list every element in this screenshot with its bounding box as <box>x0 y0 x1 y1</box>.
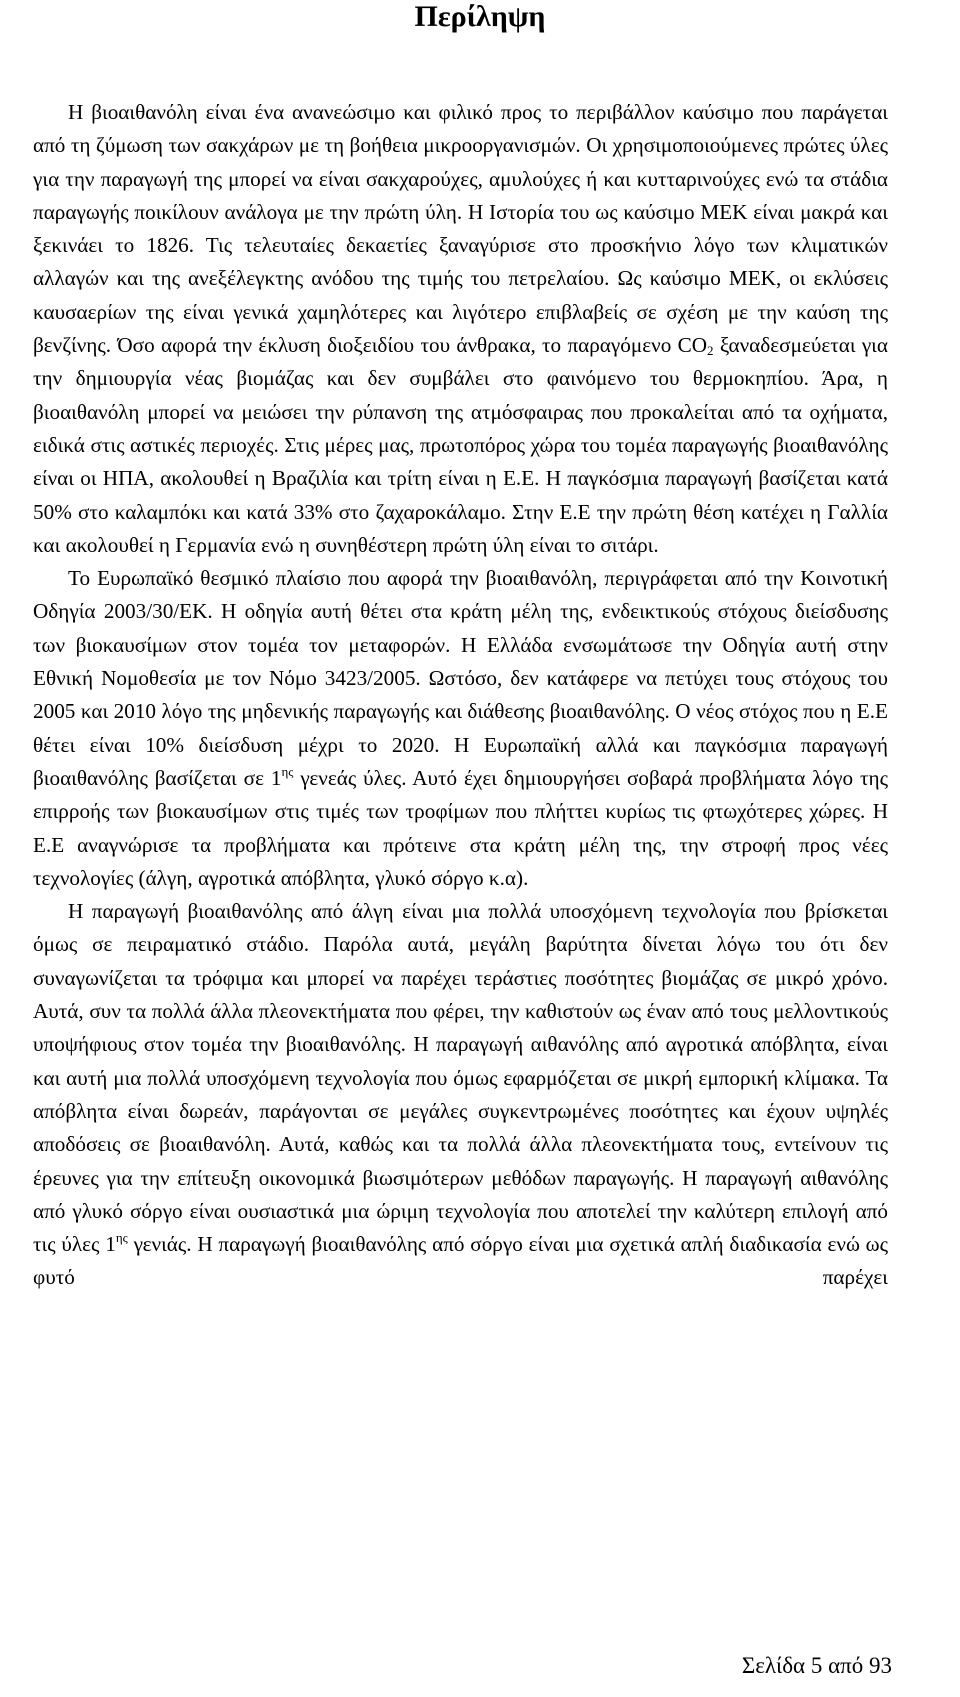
paragraph-intro <box>33 96 888 562</box>
paragraph-new-technologies <box>33 895 888 1295</box>
paragraph-text: γενεάς ύλες. Αυτό έχει δημιουργήσει σοβαρά προβλήματα λόγο της επιρροής των βιοκαυσίμων στις τιμές των τροφίμων που πλήττει κυρίως τις φτωχότερες χώρες. Η Ε.Ε αναγνώρισε τα προβλήματα και πρότεινε στα κράτη μέλη της, την στροφή προς νέες τεχνολογίες (άλγη, αγροτικά απόβλητα, γλυκό σόργο κ.α). <box>33 765 888 890</box>
superscript: ης <box>115 1230 128 1246</box>
subscript: 2 <box>707 343 714 359</box>
summary-body <box>33 96 888 1295</box>
paragraph-text: Η παραγωγή βιοαιθανόλης από άλγη είναι μια πολλά υποσχόμενη τεχνολογία που βρίσκεται όμως σε πειραματικό στάδιο. Παρόλα αυτά, μεγάλη βαρύτητα δίνεται λόγω του ότι δεν συναγωνίζεται τα τρόφιμα και μπορεί να παρέχει τεράστιες ποσότητες βιομάζας σε μικρό χρόνο. Αυτά, συν τα πολλά άλλα πλεονεκτήματα που φέρει, την καθιστούν ως έναν από τους μελλοντικούς υποψήφιους στον τομέα την βιοαιθανόλης. Η παραγωγή αιθανόλης από αγροτικά απόβλητα, είναι και αυτή μια πολλά υποσχόμενη τεχνολογία που όμως εφαρμόζεται σε μικρή εμπορική κλίμακα. Τα απόβλητα είναι δωρεάν, παράγονται σε μεγάλες συγκεντρωμένες ποσότητες και έχουν υψηλές αποδόσεις σε βιοαιθανόλη. Αυτά, καθώς και τα πολλά άλλα πλεονεκτήματα τους, εντείνουν τις έρευνες για την επίτευξη οικονομικά βιωσιμότερων μεθόδων παραγωγής. Η παραγωγή αιθανόλης από γλυκό σόργο είναι ουσιαστικά μια ώριμη τεχνολογία που αποτελεί την καλύτερη επιλογή από τις ύλες 1 <box>33 899 888 1257</box>
superscript: ης <box>281 763 294 779</box>
paragraph-legal-framework <box>33 562 888 895</box>
page-title: Περίληψη <box>414 0 546 33</box>
paragraph-text: γενιάς. Η παραγωγή βιοαιθανόλης από σόργο είναι μια σχετικά απλή διαδικασία ενώ ως φυτό παρέχει <box>33 1232 889 1290</box>
paragraph-text: ξαναδεσμεύεται για την δημιουργία νέας βιομάζας και δεν συμβάλει στο φαινόμενο του θερμοκηπίου. Άρα, η βιοαιθανόλη μπορεί να μειώσει την ρύπανση της ατμόσφαιρας που προκαλείται από τα οχήματα, ειδικά στις αστικές περιοχές. Στις μέρες μας, πρωτοπόρος χώρα του τομέα παραγωγής βιοαιθανόλης είναι οι ΗΠΑ, ακολουθεί η Βραζιλία και τρίτη είναι η Ε.Ε. Η παγκόσμια παραγωγή βασίζεται κατά 50% στο καλαμπόκι και κατά 33% στο ζαχαροκάλαμο. Στην Ε.Ε την πρώτη θέση κατέχει η Γαλλία και ακολουθεί η Γερμανία ενώ η συνηθέστερη πρώτη ύλη είναι το σιτάρι. <box>33 333 888 557</box>
page-number: Σελίδα 5 από 93 <box>741 1653 892 1678</box>
paragraph-text: Το Ευρωπαϊκό θεσμικό πλαίσιο που αφορά την βιοαιθανόλη, περιγράφεται από την Κοινοτική Οδηγία 2003/30/ΕΚ. Η οδηγία αυτή θέτει στα κράτη μέλη της, ενδεικτικούς στόχους διείσδυσης των βιοκαυσίμων στον τομέα τον μεταφορών. Η Ελλάδα ενσωμάτωσε την Οδηγία αυτή στην Εθνική Νομοθεσία με τον Νόμο 3423/2005. Ωστόσο, δεν κατάφερε να πετύχει τους στόχους του 2005 και 2010 λόγο της μηδενικής παραγωγής και διάθεσης βιοαιθανόλης. Ο νέος στόχος που η Ε.Ε θέτει είναι 10% διείσδυση μέχρι το 2020. Η Ευρωπαϊκή αλλά και παγκόσμια παραγωγή βιοαιθανόλης βασίζεται σε 1 <box>33 566 888 790</box>
paragraph-text: Η βιοαιθανόλη είναι ένα ανανεώσιμο και φιλικό προς το περιβάλλον καύσιμο που παράγεται από τη ζύμωση των σακχάρων με τη βοήθεια μικροοργανισμών. Οι χρησιμοποιούμενες πρώτες ύλες για την παραγωγή της μπορεί να είναι σακχαρούχες, αμυλούχες ή και κυτταρινούχες ενώ τα στάδια παραγωγής ποικίλουν ανάλογα με την πρώτη ύλη. Η Ιστορία του ως καύσιμο ΜΕΚ είναι μακρά και ξεκινάει το 1826. Τις τελευταίες δεκαετίες ξαναγύρισε στο προσκήνιο λόγο των κλιματικών αλλαγών και της ανεξέλεγκτης ανόδου της τιμής του πετρελαίου. Ως καύσιμο ΜΕΚ, οι εκλύσεις καυσαερίων της είναι γενικά χαμηλότερες και λιγότερο επιβλαβείς σε σχέση με την καύση της βενζίνης. Όσο αφορά την έκλυση διοξειδίου του άνθρακα, το παραγόμενο CO <box>33 100 888 358</box>
